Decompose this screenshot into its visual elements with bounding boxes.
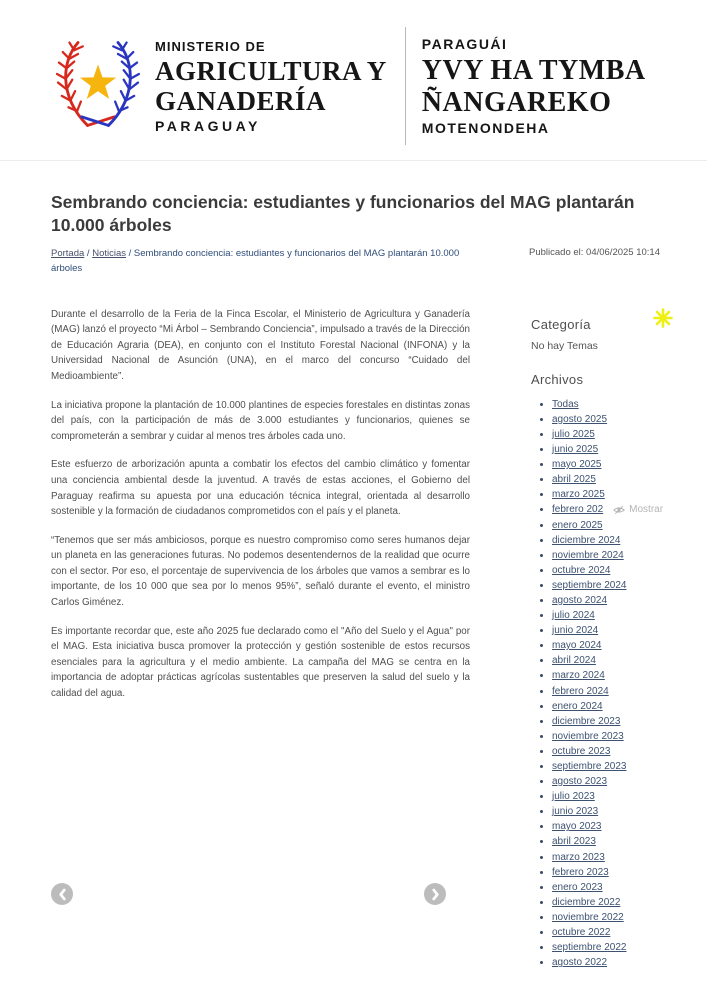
mostrar-label: Mostrar [629, 504, 664, 516]
site-header [0, 0, 707, 161]
chevron-left-icon [58, 888, 67, 901]
archive-link[interactable]: julio 2024 [552, 610, 595, 622]
archive-item [552, 593, 699, 608]
archive-item [552, 804, 699, 819]
archive-link[interactable]: enero 2025 [552, 519, 603, 531]
breadcrumb-section-link[interactable]: Noticias [92, 248, 126, 260]
archive-item [552, 487, 699, 502]
paraguay-coat-of-arms-icon [55, 34, 141, 139]
archive-item [552, 457, 699, 472]
archive-link[interactable]: abril 2024 [552, 655, 596, 667]
archive-link[interactable]: febrero 2024 [552, 685, 609, 697]
archive-link[interactable]: agosto 2025 [552, 413, 608, 425]
carousel-prev-button[interactable] [51, 883, 73, 905]
main-content [51, 307, 707, 971]
archive-item [552, 774, 699, 789]
archive-link[interactable]: octubre 2023 [552, 745, 611, 757]
archive-link[interactable]: diciembre 2023 [552, 715, 621, 727]
article-paragraph: Es importante recordar que, este año 2025 fue declarado como el "Año del Suelo y el Agua" por el MAG. Esta iniciativa busca promover la protección y gestión sostenible de estos recursos esenciales para la agricultura y el medio ambiente. La campaña del MAG se centra en la importancia de adoptar prácticas agrícolas sustentables que preserven la salud del suelo y la calidad del agua. [51, 625, 470, 700]
archive-link[interactable]: agosto 2022 [552, 957, 608, 969]
archive-link[interactable]: junio 2023 [552, 806, 599, 818]
archive-link[interactable]: diciembre 2022 [552, 896, 621, 908]
breadcrumb-home-link[interactable]: Portada [51, 248, 85, 260]
archive-item [552, 608, 699, 623]
archive-item [552, 729, 699, 744]
logo-divider [405, 27, 406, 145]
archive-link[interactable]: noviembre 2022 [552, 911, 624, 923]
archive-link[interactable]: mayo 2023 [552, 821, 602, 833]
archive-item [552, 578, 699, 593]
breadcrumb-current: Sembrando conciencia: estudiantes y funcionarios del MAG plantarán 10.000 árboles [51, 248, 460, 275]
archive-item [552, 940, 699, 955]
archive-link[interactable]: agosto 2023 [552, 776, 608, 788]
archives-heading: Archivos [531, 371, 584, 387]
archive-link[interactable]: enero 2023 [552, 881, 603, 893]
breadcrumb-separator: / [128, 248, 134, 260]
breadcrumb-separator: / [86, 248, 93, 260]
guarani-line4: MOTENONDEHA [421, 120, 550, 136]
guarani-line2: YVY HA TYMBA [421, 55, 646, 86]
guarani-logo-text [422, 37, 646, 135]
archive-item [552, 865, 699, 880]
archive-link[interactable]: febrero 202 [552, 504, 604, 516]
archive-item [552, 925, 699, 940]
sidebar [531, 307, 699, 971]
archive-link[interactable]: julio 2025 [552, 428, 595, 440]
archive-link[interactable]: junio 2024 [552, 625, 599, 637]
archive-link[interactable]: octubre 2024 [552, 564, 611, 576]
archive-item [552, 442, 699, 457]
eye-slash-icon [613, 504, 625, 516]
archive-link[interactable]: febrero 2023 [552, 866, 609, 878]
archive-link[interactable]: mayo 2024 [552, 640, 602, 652]
archive-link[interactable]: septiembre 2022 [552, 942, 627, 954]
archive-item [552, 548, 699, 563]
ministry-line2: AGRICULTURA Y [155, 55, 387, 86]
archive-item [552, 638, 699, 653]
archive-list [531, 397, 699, 971]
archive-link[interactable]: enero 2024 [552, 700, 603, 712]
archive-link[interactable]: abril 2025 [552, 474, 596, 486]
archive-item [552, 653, 699, 668]
archive-item [552, 668, 699, 683]
article-paragraph: Durante el desarrollo de la Feria de la Finca Escolar, el Ministerio de Agricultura y Ganadería (MAG) lanzó el proyecto “Mi Árbol – Sembrando Conciencia”, impulsado a través de la Dirección de Educación Agraria (DEA), en conjunto con el Instituto Forestal Nacional (INFONA) y la Universidad Nacional de Asunción (UNA), en el marco del concurso “Cuidado del Medioambiente”. [51, 308, 470, 382]
archive-item [552, 502, 699, 517]
archive-link[interactable]: noviembre 2024 [552, 549, 624, 561]
ministry-line1: MINISTERIO DE [155, 38, 266, 54]
archive-item [552, 472, 699, 487]
archive-link[interactable]: marzo 2024 [552, 670, 605, 682]
archive-link[interactable]: agosto 2024 [552, 594, 608, 606]
archive-item [552, 744, 699, 759]
archive-item [552, 533, 699, 548]
article-paragraph: La iniciativa propone la plantación de 10.000 plantines de especies forestales en distintas zonas del país, con la participación de más de 3.000 estudiantes y funcionarios, quienes se comprometerán a sembrar y cuidar al menos tres árboles cada uno. [51, 399, 470, 442]
archive-link[interactable]: marzo 2025 [552, 489, 605, 501]
archive-item [552, 834, 699, 849]
carousel-next-button[interactable] [424, 883, 446, 905]
archive-link[interactable]: septiembre 2023 [552, 761, 627, 772]
mostrar-button[interactable] [611, 502, 665, 517]
breadcrumb [51, 246, 483, 276]
archive-link[interactable]: mayo 2025 [552, 458, 602, 470]
archive-item [552, 955, 699, 970]
guarani-line3: ÑANGAREKO [421, 87, 612, 118]
archive-item [552, 910, 699, 925]
chevron-right-icon [431, 888, 440, 901]
archive-item [552, 880, 699, 895]
accessibility-asterisk-icon[interactable] [653, 308, 673, 328]
archive-item [552, 789, 699, 804]
article-meta-row [51, 246, 660, 276]
archive-item [552, 850, 699, 865]
archive-link[interactable]: noviembre 2023 [552, 730, 624, 742]
archive-link[interactable]: octubre 2022 [552, 927, 611, 939]
archive-item [552, 699, 699, 714]
archive-link[interactable]: septiembre 2024 [552, 579, 627, 591]
archive-item [552, 623, 699, 638]
ministry-line4: PARAGUAY [155, 117, 261, 134]
archive-item [552, 684, 699, 699]
article-body [51, 307, 470, 971]
archive-item [552, 714, 699, 729]
archive-item [552, 397, 699, 412]
archive-link[interactable]: julio 2023 [552, 791, 595, 803]
ministry-logo-text [155, 40, 387, 133]
archive-link[interactable]: junio 2025 [552, 443, 599, 455]
archive-item [552, 427, 699, 442]
archive-link[interactable]: marzo 2023 [552, 851, 605, 863]
article-paragraph: Este esfuerzo de arborización apunta a combatir los efectos del cambio climático y fomentar una conciencia ambiental desde la juventud. A través de estas acciones, el Gobierno del Paraguay reafirma su apuesta por una educación técnica integral, orientada al desarrollo sostenible y la formación de ciudadanos comprometidos con el país y el planeta. [51, 459, 470, 518]
archive-item [552, 759, 699, 774]
archive-item [552, 412, 699, 427]
article-paragraph: “Tenemos que ser más ambiciosos, porque es nuestro compromiso como seres humanos dejar un planeta en las generaciones futuras. No podemos desentendernos de la realidad que ocurre con el sector. Por eso, el porcentaje de supervivencia de los árboles que vamos a sembrar es lo importante, de los 10 000 que sea por lo menos 95%”, señaló durante el evento, el ministro Carlos Giménez. [51, 534, 470, 609]
archive-item [552, 895, 699, 910]
category-heading: Categoría [531, 316, 591, 332]
archive-item [552, 563, 699, 578]
archive-item [552, 819, 699, 834]
mag-logo[interactable] [55, 34, 387, 139]
category-empty-text: No hay Temas [531, 339, 598, 352]
guarani-line1: PARAGUÁI [421, 36, 508, 52]
archive-link[interactable]: abril 2023 [552, 836, 596, 848]
archive-item [552, 518, 699, 533]
ministry-line3: GANADERÍA [155, 85, 327, 116]
archive-link[interactable]: Todas [552, 398, 579, 410]
archive-link[interactable]: diciembre 2024 [552, 534, 621, 546]
page-title: Sembrando conciencia: estudiantes y funcionarios del MAG plantarán 10.000 árboles [51, 192, 635, 236]
published-date: Publicado el: 04/06/2025 10:14 [529, 247, 660, 259]
